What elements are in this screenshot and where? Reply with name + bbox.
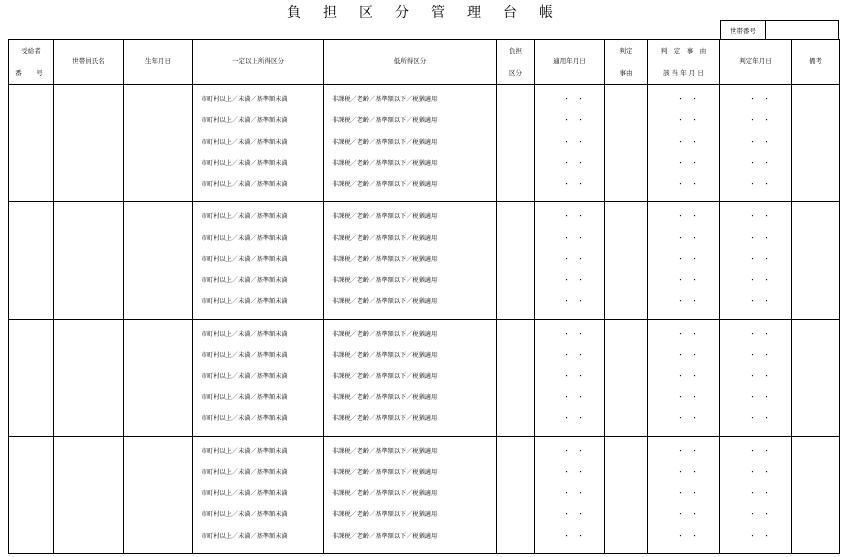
date-placeholder: ・ ・	[563, 489, 584, 498]
judge-reason-cell[interactable]	[605, 319, 648, 436]
date-placeholder: ・ ・	[677, 329, 698, 338]
ledger-entry-row	[9, 436, 840, 553]
header-row	[9, 40, 840, 85]
low-income-class-option[interactable]: 非課税／老齢／基準額以下／税猶適用	[332, 255, 438, 263]
date-placeholder: ・ ・	[749, 137, 770, 146]
date-placeholder: ・ ・	[749, 393, 770, 402]
date-placeholder: ・ ・	[749, 179, 770, 188]
judge-date-cell[interactable]	[720, 202, 792, 319]
col-apply-date: 適用年月日	[535, 40, 605, 85]
date-placeholder: ・ ・	[749, 297, 770, 306]
recipient-number-cell[interactable]	[9, 319, 54, 436]
date-placeholder: ・ ・	[563, 297, 584, 306]
col-recipient-number-line2: 番 号	[15, 69, 47, 77]
date-placeholder: ・ ・	[677, 158, 698, 167]
low-income-class-option[interactable]: 非課税／老齢／基準額以下／税猶適用	[332, 415, 438, 423]
date-placeholder: ・ ・	[563, 275, 584, 284]
judge-date-cell[interactable]	[720, 85, 792, 202]
col-judge-reason	[605, 40, 648, 85]
low-income-class-option[interactable]: 非課税／老齢／基準額以下／税猶適用	[332, 298, 438, 306]
household-number-field[interactable]	[766, 21, 838, 39]
date-placeholder: ・ ・	[563, 137, 584, 146]
income-class-option[interactable]: 市町村以上／未満／基準額未満	[201, 117, 288, 125]
reason-date-cell[interactable]	[648, 436, 720, 553]
reason-date-cell[interactable]	[648, 202, 720, 319]
income-class-option[interactable]: 市町村以上／未満／基準額未満	[201, 298, 288, 306]
date-placeholder: ・ ・	[749, 372, 770, 381]
date-placeholder: ・ ・	[677, 510, 698, 519]
date-placeholder: ・ ・	[563, 414, 584, 423]
date-placeholder: ・ ・	[749, 446, 770, 455]
income-class-option[interactable]: 市町村以上／未満／基準額未満	[201, 180, 288, 188]
col-judge-date: 判定年月日	[720, 40, 792, 85]
date-placeholder: ・ ・	[677, 372, 698, 381]
reason-date-cell[interactable]	[648, 85, 720, 202]
income-class-option[interactable]: 市町村以上／未満／基準額未満	[201, 138, 288, 146]
burden-class-cell[interactable]	[497, 436, 535, 553]
col-judge-reason-line2: 事由	[619, 69, 633, 77]
date-placeholder: ・ ・	[749, 275, 770, 284]
income-class-option[interactable]: 市町村以上／未満／基準額未満	[201, 373, 288, 381]
date-placeholder: ・ ・	[749, 350, 770, 359]
col-burden-class-line2: 区分	[509, 69, 522, 77]
recipient-number-cell[interactable]	[9, 436, 54, 553]
low-income-class-option[interactable]: 非課税／老齢／基準額以下／税猶適用	[332, 511, 438, 519]
low-income-class-cell	[324, 85, 497, 202]
col-burden-class-line1: 負担	[509, 47, 522, 55]
page-title: 負担区分管理台帳	[287, 5, 575, 21]
income-class-cell	[193, 319, 324, 436]
date-placeholder: ・ ・	[749, 158, 770, 167]
income-class-option[interactable]: 市町村以上／未満／基準額未満	[201, 234, 288, 242]
income-class-option[interactable]: 市町村以上／未満／基準額未満	[201, 511, 288, 519]
income-class-option[interactable]: 市町村以上／未満／基準額未満	[201, 330, 288, 338]
low-income-class-option[interactable]: 非課税／老齢／基準額以下／税猶適用	[332, 447, 438, 455]
income-class-option[interactable]: 市町村以上／未満／基準額未満	[201, 490, 288, 498]
household-number-label: 世帯番号	[721, 21, 766, 39]
ledger-entry-row	[9, 85, 840, 202]
remarks-cell[interactable]	[792, 202, 840, 319]
date-placeholder: ・ ・	[749, 468, 770, 477]
low-income-class-option[interactable]: 非課税／老齢／基準額以下／税猶適用	[332, 490, 438, 498]
date-placeholder: ・ ・	[677, 116, 698, 125]
birthdate-cell[interactable]	[124, 319, 193, 436]
date-placeholder: ・ ・	[749, 414, 770, 423]
ledger-entry-row	[9, 319, 840, 436]
col-recipient-number	[9, 40, 54, 85]
col-burden-class	[497, 40, 535, 85]
date-placeholder: ・ ・	[749, 510, 770, 519]
col-birthdate: 生年月日	[124, 40, 193, 85]
date-placeholder: ・ ・	[563, 116, 584, 125]
col-recipient-number-line1: 受給者	[21, 47, 41, 55]
income-class-cell	[193, 436, 324, 553]
income-class-option[interactable]: 市町村以上／未満／基準額未満	[201, 255, 288, 263]
income-class-cell	[193, 85, 324, 202]
judge-reason-cell[interactable]	[605, 85, 648, 202]
date-placeholder: ・ ・	[677, 95, 698, 104]
date-placeholder: ・ ・	[563, 158, 584, 167]
member-name-cell[interactable]	[54, 85, 124, 202]
date-placeholder: ・ ・	[749, 212, 770, 221]
income-class-option[interactable]: 市町村以上／未満／基準額未満	[201, 415, 288, 423]
date-placeholder: ・ ・	[749, 531, 770, 540]
low-income-class-option[interactable]: 非課税／老齢／基準額以下／税猶適用	[332, 532, 438, 540]
date-placeholder: ・ ・	[563, 372, 584, 381]
apply-date-cell[interactable]	[535, 436, 605, 553]
income-class-option[interactable]: 市町村以上／未満／基準額未満	[201, 351, 288, 359]
date-placeholder: ・ ・	[677, 414, 698, 423]
date-placeholder: ・ ・	[677, 212, 698, 221]
low-income-class-option[interactable]: 非課税／老齢／基準額以下／税猶適用	[332, 351, 438, 359]
low-income-class-option[interactable]: 非課税／老齢／基準額以下／税猶適用	[332, 394, 438, 402]
date-placeholder: ・ ・	[563, 95, 584, 104]
income-class-option[interactable]: 市町村以上／未満／基準額未満	[201, 394, 288, 402]
low-income-class-option[interactable]: 非課税／老齢／基準額以下／税猶適用	[332, 234, 438, 242]
household-number-box	[720, 20, 839, 40]
date-placeholder: ・ ・	[563, 254, 584, 263]
date-placeholder: ・ ・	[749, 233, 770, 242]
remarks-cell[interactable]	[792, 436, 840, 553]
date-placeholder: ・ ・	[563, 393, 584, 402]
col-income-class: 一定以上所得区分	[193, 40, 324, 85]
date-placeholder: ・ ・	[677, 297, 698, 306]
income-class-option[interactable]: 市町村以上／未満／基準額未満	[201, 96, 288, 104]
member-name-cell[interactable]	[54, 202, 124, 319]
apply-date-cell[interactable]	[535, 85, 605, 202]
recipient-number-cell[interactable]	[9, 202, 54, 319]
low-income-class-option[interactable]: 非課税／老齢／基準額以下／税猶適用	[332, 117, 438, 125]
income-class-cell	[193, 202, 324, 319]
date-placeholder: ・ ・	[563, 468, 584, 477]
date-placeholder: ・ ・	[563, 531, 584, 540]
apply-date-cell[interactable]	[535, 202, 605, 319]
date-placeholder: ・ ・	[563, 446, 584, 455]
income-class-option[interactable]: 市町村以上／未満／基準額未満	[201, 213, 288, 221]
date-placeholder: ・ ・	[563, 329, 584, 338]
low-income-class-option[interactable]: 非課税／老齢／基準額以下／税猶適用	[332, 96, 438, 104]
low-income-class-cell	[324, 436, 497, 553]
date-placeholder: ・ ・	[677, 179, 698, 188]
col-judge-reason-line1: 判定	[619, 47, 633, 55]
date-placeholder: ・ ・	[563, 510, 584, 519]
reason-date-cell[interactable]	[648, 319, 720, 436]
member-name-cell[interactable]	[54, 436, 124, 553]
date-placeholder: ・ ・	[677, 489, 698, 498]
date-placeholder: ・ ・	[677, 275, 698, 284]
col-member-name: 世帯員氏名	[54, 40, 124, 85]
apply-date-cell[interactable]	[535, 319, 605, 436]
date-placeholder: ・ ・	[749, 116, 770, 125]
recipient-number-cell[interactable]	[9, 85, 54, 202]
birthdate-cell[interactable]	[124, 85, 193, 202]
low-income-class-option[interactable]: 非課税／老齢／基準額以下／税猶適用	[332, 138, 438, 146]
income-class-option[interactable]: 市町村以上／未満／基準額未満	[201, 532, 288, 540]
low-income-class-cell	[324, 319, 497, 436]
low-income-class-option[interactable]: 非課税／老齢／基準額以下／税猶適用	[332, 373, 438, 381]
ledger-table	[8, 39, 840, 554]
col-low-income-class: 低所得区分	[324, 40, 497, 85]
judge-date-cell[interactable]	[720, 436, 792, 553]
col-remarks: 備考	[792, 40, 840, 85]
low-income-class-option[interactable]: 非課税／老齢／基準額以下／税猶適用	[332, 330, 438, 338]
low-income-class-option[interactable]: 非課税／老齢／基準額以下／税猶適用	[332, 180, 438, 188]
date-placeholder: ・ ・	[677, 254, 698, 263]
date-placeholder: ・ ・	[749, 489, 770, 498]
date-placeholder: ・ ・	[677, 350, 698, 359]
remarks-cell[interactable]	[792, 85, 840, 202]
income-class-option[interactable]: 市町村以上／未満／基準額未満	[201, 469, 288, 477]
date-placeholder: ・ ・	[563, 212, 584, 221]
date-placeholder: ・ ・	[677, 446, 698, 455]
date-placeholder: ・ ・	[563, 350, 584, 359]
member-name-cell[interactable]	[54, 319, 124, 436]
date-placeholder: ・ ・	[677, 468, 698, 477]
burden-class-cell[interactable]	[497, 319, 535, 436]
col-reason-date	[648, 40, 720, 85]
col-reason-date-line2: 該 当 年 月 日	[663, 69, 704, 77]
date-placeholder: ・ ・	[677, 137, 698, 146]
burden-class-cell[interactable]	[497, 85, 535, 202]
date-placeholder: ・ ・	[749, 254, 770, 263]
burden-class-cell[interactable]	[497, 202, 535, 319]
date-placeholder: ・ ・	[749, 329, 770, 338]
low-income-class-option[interactable]: 非課税／老齢／基準額以下／税猶適用	[332, 159, 438, 167]
judge-date-cell[interactable]	[720, 319, 792, 436]
income-class-option[interactable]: 市町村以上／未満／基準額未満	[201, 447, 288, 455]
date-placeholder: ・ ・	[677, 393, 698, 402]
date-placeholder: ・ ・	[677, 233, 698, 242]
income-class-option[interactable]: 市町村以上／未満／基準額未満	[201, 159, 288, 167]
date-placeholder: ・ ・	[563, 233, 584, 242]
remarks-cell[interactable]	[792, 319, 840, 436]
date-placeholder: ・ ・	[677, 531, 698, 540]
low-income-class-cell	[324, 202, 497, 319]
date-placeholder: ・ ・	[749, 95, 770, 104]
judge-reason-cell[interactable]	[605, 202, 648, 319]
birthdate-cell[interactable]	[124, 202, 193, 319]
judge-reason-cell[interactable]	[605, 436, 648, 553]
date-placeholder: ・ ・	[563, 179, 584, 188]
ledger-entry-row	[9, 202, 840, 319]
birthdate-cell[interactable]	[124, 436, 193, 553]
low-income-class-option[interactable]: 非課税／老齢／基準額以下／税猶適用	[332, 276, 438, 284]
low-income-class-option[interactable]: 非課税／老齢／基準額以下／税猶適用	[332, 469, 438, 477]
low-income-class-option[interactable]: 非課税／老齢／基準額以下／税猶適用	[332, 213, 438, 221]
col-reason-date-line1: 判 定 事 由	[660, 47, 707, 55]
income-class-option[interactable]: 市町村以上／未満／基準額未満	[201, 276, 288, 284]
